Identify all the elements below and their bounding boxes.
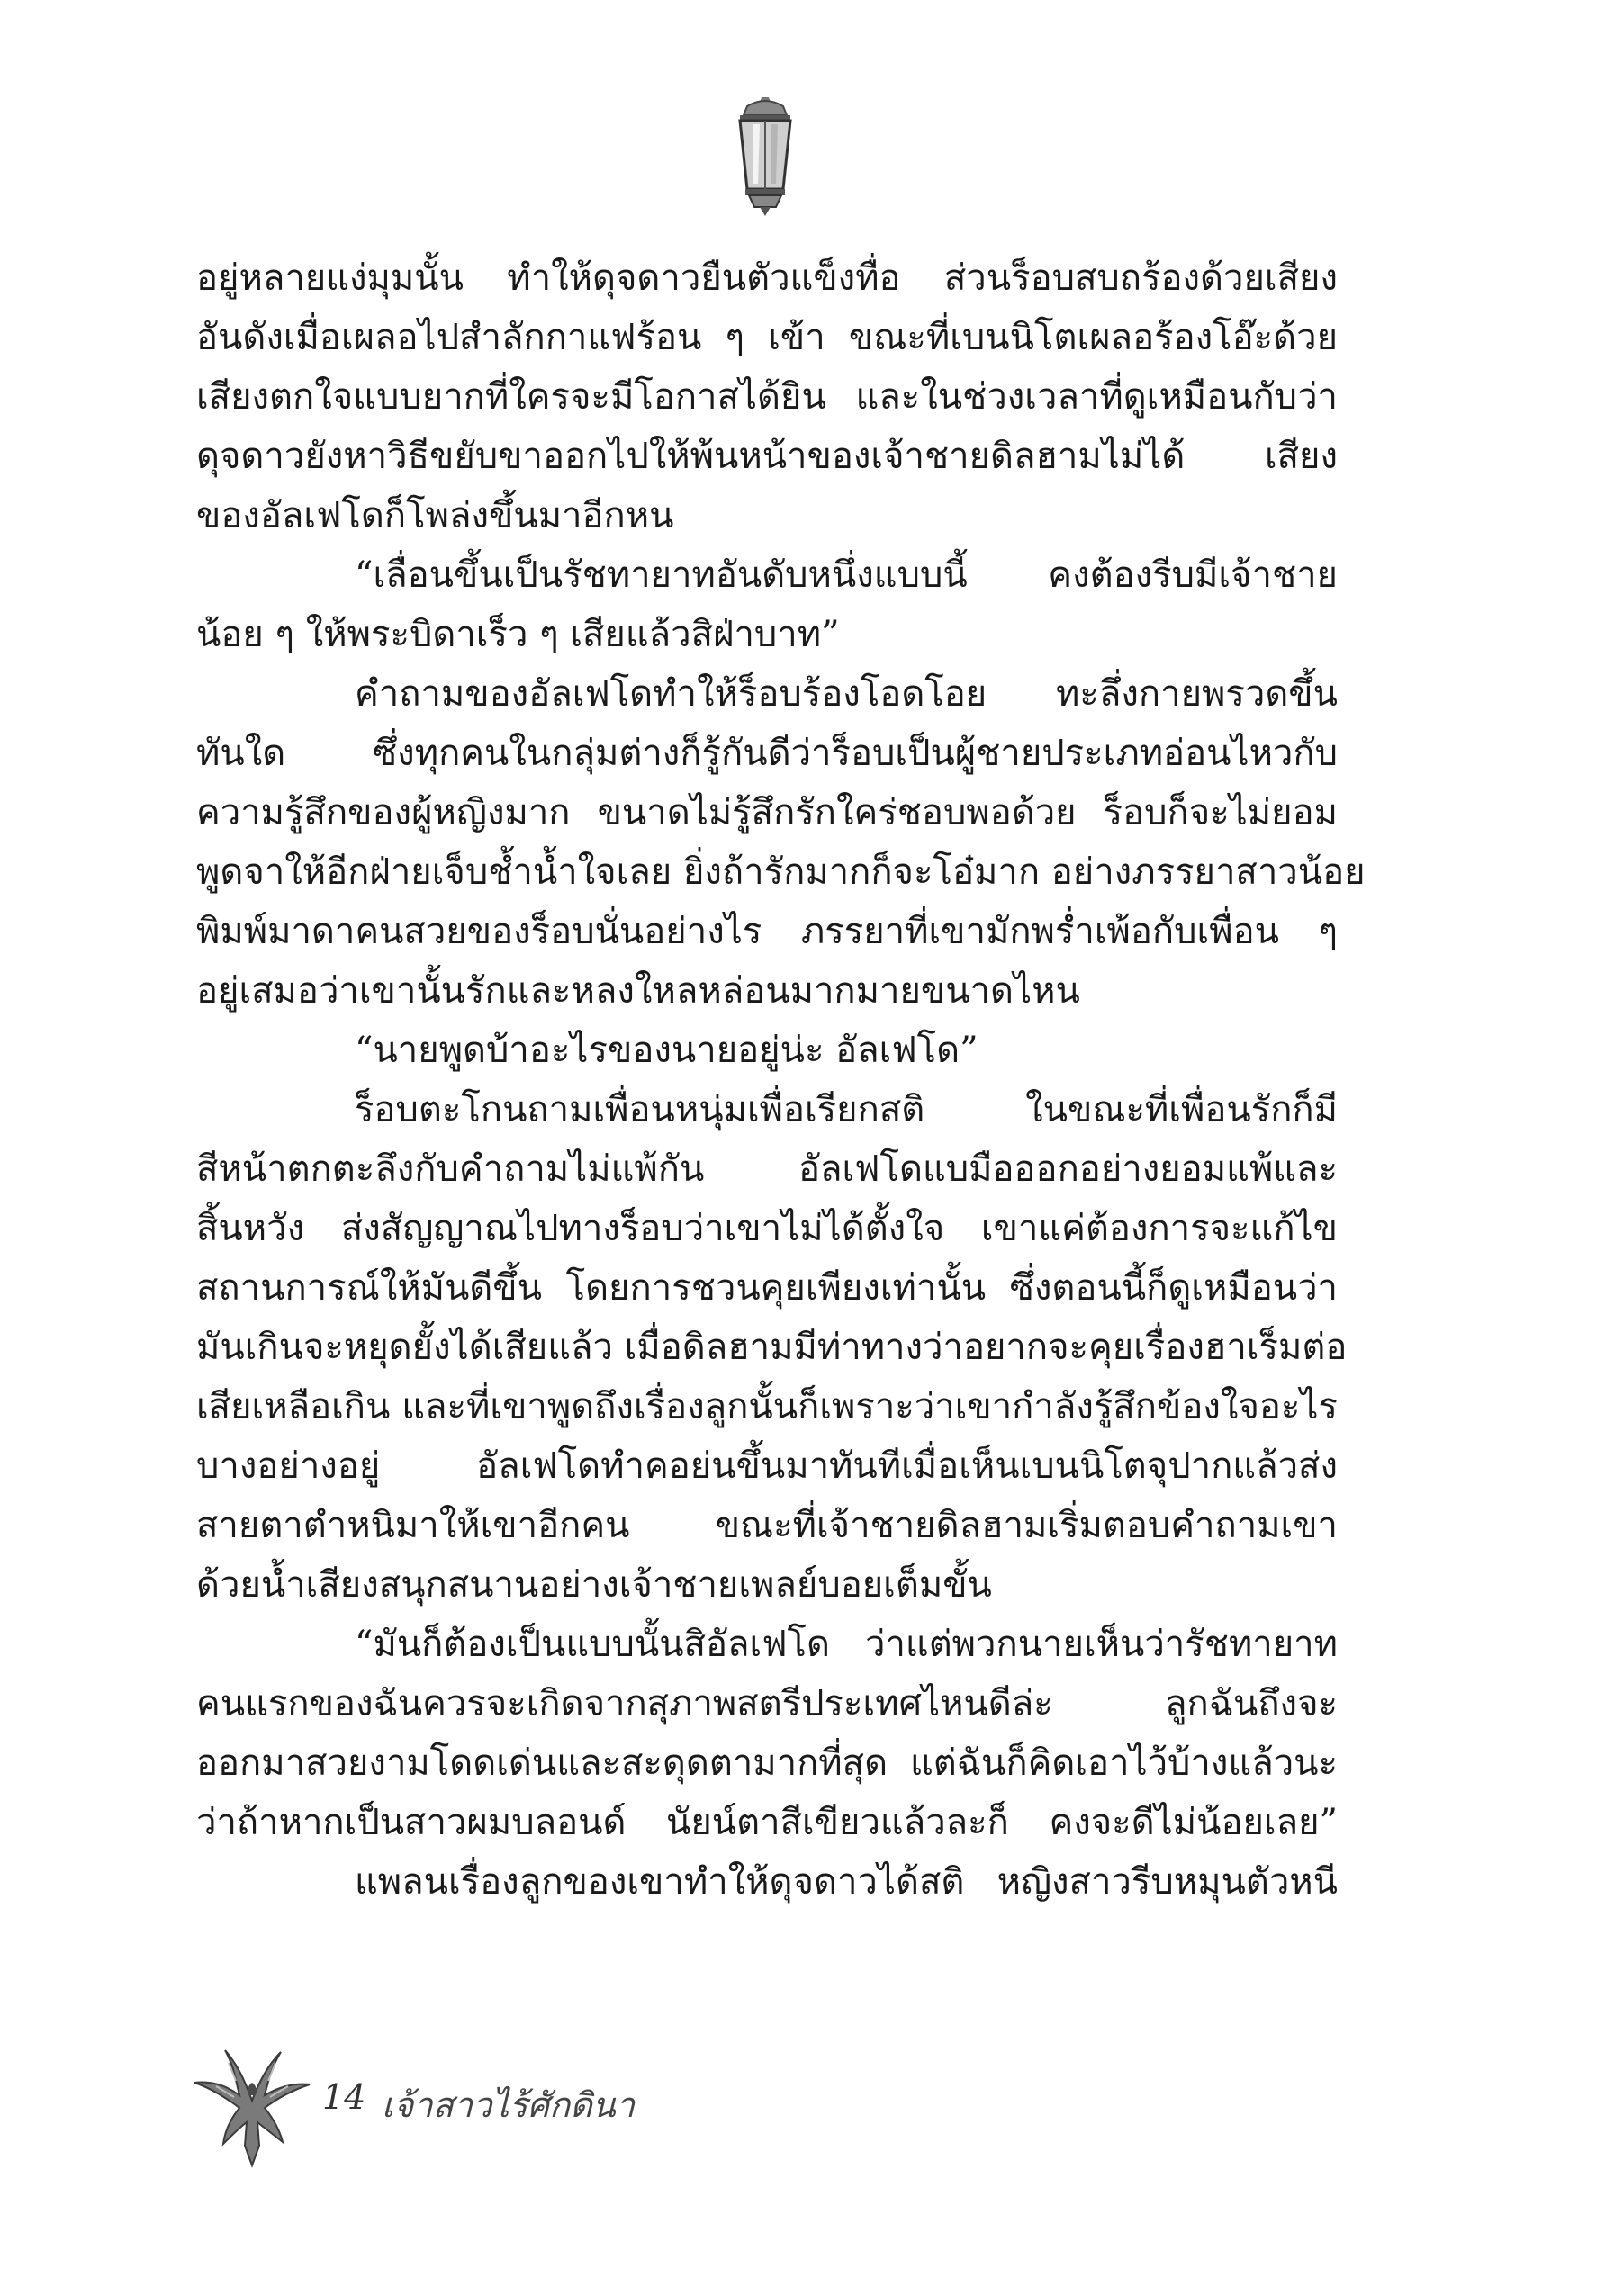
text-line: คำถามของอัลเฟโดทำให้ร็อบร้องโอดโอย ทะลึ่งกายพรวดขึ้น <box>355 673 1338 715</box>
text-line: ออกมาสวยงามโดดเด่นและสะดุดตามากที่สุด แต่ฉันก็คิดเอาไว้บ้างแล้วนะ <box>196 1742 1338 1784</box>
text-line: “นายพูดบ้าอะไรของนายอยู่น่ะ อัลเฟโด” <box>355 1030 978 1071</box>
text-line: ร็อบตะโกนถามเพื่อนหนุ่มเพื่อเรียกสติ ในขณะที่เพื่อนรักก็มี <box>355 1089 1338 1130</box>
text-line: มันเกินจะหยุดยั้งได้เสียแล้ว เมื่อดิลฮามมีท่าทางว่าอยากจะคุยเรื่องฮาเร็มต่อ <box>196 1327 1348 1368</box>
text-line: ดุจดาวยังหาวิธีขยับขาออกไปให้พ้นหน้าของเจ้าชายดิลฮามไม่ได้ เสียง <box>196 436 1338 477</box>
text-line: บางอย่างอยู่ อัลเฟโดทำคอย่นขึ้นมาทันทีเมื่อเห็นเบนนิโตจุปากแล้วส่ง <box>196 1445 1338 1487</box>
text-line: เสียเหลือเกิน และที่เขาพูดถึงเรื่องลูกนั้นก็เพราะว่าเขากำลังรู้สึกข้องใจอะไร <box>196 1386 1338 1427</box>
text-line: เสียงตกใจแบบยากที่ใครจะมีโอกาสได้ยิน และในช่วงเวลาที่ดูเหมือนกับว่า <box>196 376 1338 418</box>
lantern-icon <box>727 94 803 218</box>
text-line: คนแรกของฉันควรจะเกิดจากสุภาพสตรีประเทศไหนดีล่ะ ลูกฉันถึงจะ <box>196 1683 1338 1724</box>
text-line: แพลนเรื่องลูกของเขาทำให้ดุจดาวได้สติ หญิงสาวรีบหมุนตัวหนี <box>355 1861 1338 1903</box>
text-line: อยู่เสมอว่าเขานั้นรักและหลงใหลหล่อนมากมายขนาดไหน <box>196 970 1080 1012</box>
paragraph <box>196 664 1366 1021</box>
text-line: พิมพ์มาดาคนสวยของร็อบนั่นอย่างไร ภรรยาที่เขามักพร่ำเพ้อกับเพื่อน ๆ <box>196 911 1338 952</box>
text-line: ทันใด ซึ่งทุกคนในกลุ่มต่างก็รู้กันดีว่าร็อบเป็นผู้ชายประเภทอ่อนไหวกับ <box>196 733 1338 774</box>
text-line: อันดังเมื่อเผลอไปสำลักกาแฟร้อน ๆ เข้า ขณะที่เบนนิโตเผลอร้องโอ๊ะด้วย <box>196 317 1338 358</box>
text-line: พูดจาให้อีกฝ่ายเจ็บช้ำน้ำใจเลย ยิ่งถ้ารักมากก็จะโอ๋มาก อย่างภรรยาสาวน้อย <box>196 851 1366 893</box>
text-line: อยู่หลายแง่มุมนั้น ทำให้ดุจดาวยืนตัวแข็งทื่อ ส่วนร็อบสบถร้องด้วยเสียง <box>196 257 1338 299</box>
text-line: ความรู้สึกของผู้หญิงมาก ขนาดไม่รู้สึกรักใคร่ชอบพอด้วย ร็อบก็จะไม่ยอม <box>196 792 1338 833</box>
eagle-icon <box>189 2045 315 2171</box>
text-line: สายตาตำหนิมาให้เขาอีกคน ขณะที่เจ้าชายดิลฮามเริ่มตอบคำถามเขา <box>196 1505 1338 1546</box>
text-line: ด้วยน้ำเสียงสนุกสนานอย่างเจ้าชายเพลย์บอยเต็มขั้น <box>196 1564 992 1606</box>
text-line: “เลื่อนขึ้นเป็นรัชทายาทอันดับหนึ่งแบบนี้ คงต้องรีบมีเจ้าชาย <box>355 554 1338 596</box>
text-line: ว่าถ้าหากเป็นสาวผมบลอนด์ นัยน์ตาสีเขียวแล้วละก็ คงจะดีไม่น้อยเลย” <box>196 1802 1338 1843</box>
body-text <box>196 248 1366 1912</box>
paragraph <box>196 1021 1338 1080</box>
paragraph <box>196 1852 1338 1912</box>
text-line: น้อย ๆ ให้พระบิดาเร็ว ๆ เสียแล้วสิฝ่าบาท” <box>196 614 840 655</box>
text-line: สถานการณ์ให้มันดีขึ้น โดยการชวนคุยเพียงเท่านั้น ซึ่งตอนนี้ก็ดูเหมือนว่า <box>196 1267 1338 1309</box>
paragraph <box>196 545 1338 664</box>
text-line: สิ้นหวัง ส่งสัญญาณไปทางร็อบว่าเขาไม่ได้ตั้งใจ เขาแค่ต้องการจะแก้ไข <box>196 1208 1338 1249</box>
paragraph <box>196 248 1338 545</box>
book-title: เจ้าสาวไร้ศักดินา <box>382 2085 636 2125</box>
paragraph <box>196 1080 1348 1615</box>
page-footer <box>189 2045 657 2171</box>
text-line: ของอัลเฟโดก็โพล่งขึ้นมาอีกหน <box>196 495 674 536</box>
text-line: “มันก็ต้องเป็นแบบนั้นสิอัลเฟโด ว่าแต่พวกนายเห็นว่ารัชทายาท <box>355 1624 1338 1665</box>
page-number: 14 <box>322 2077 366 2117</box>
paragraph <box>196 1615 1338 1852</box>
text-line: สีหน้าตกตะลึงกับคำถามไม่แพ้กัน อัลเฟโดแบมือออกอย่างยอมแพ้และ <box>196 1148 1338 1190</box>
